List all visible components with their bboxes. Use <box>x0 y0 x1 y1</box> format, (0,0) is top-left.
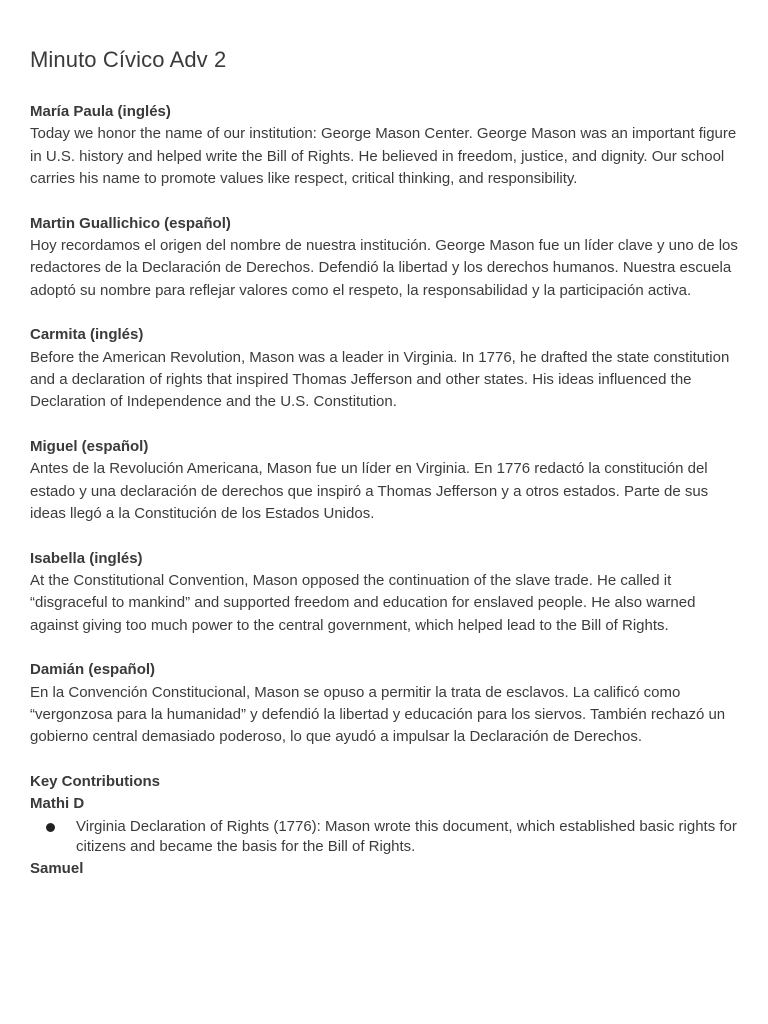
speaker-name: Mathi D <box>30 795 85 813</box>
list-item-text: Virginia Declaration of Rights (1776): Mason wrote this document, which established basic rights for citizens and became the basis for the Bill of Rights. <box>76 817 737 855</box>
speaker-section <box>30 436 738 526</box>
speaker-section <box>30 324 738 414</box>
bullet-icon <box>46 823 55 832</box>
speaker-name: María Paula (inglés) <box>30 103 171 120</box>
speaker-text: Antes de la Revolución Americana, Mason fue un líder en Virginia. En 1776 redactó la constitución del estado y una declaración de derechos que inspiró a Thomas Jefferson y a otros estados. Parte de sus ideas llegó a la Constitución de los Estados Unidos. <box>30 460 709 523</box>
speaker-text: Today we honor the name of our institution: George Mason Center. George Mason was an important figure in U.S. history and helped write the Bill of Rights. He believed in freedom, justice, and dignity. Our school carries his name to promote values like respect, critical thinking, and responsibility. <box>30 125 737 188</box>
speaker-section <box>30 101 738 191</box>
speaker-text: En la Convención Constitucional, Mason se opuso a permitir la trata de esclavos. La calificó como “vergonzosa para la humanidad” y defendió la libertad y educación para los siervos. También rechazó un gobierno central demasiado poderoso, lo que ayudó a impulsar la Declaración de Derechos. <box>30 683 726 746</box>
speaker-section <box>30 213 738 303</box>
speaker-section <box>30 659 738 749</box>
speaker-name: Samuel <box>30 859 84 877</box>
speaker-text: Before the American Revolution, Mason was a leader in Virginia. In 1776, he drafted the state constitution and a declaration of rights that inspired Thomas Jefferson and other states. His ideas influenced the Declaration of Independence and the U.S. Constitution. <box>30 348 730 411</box>
speaker-text: At the Constitutional Convention, Mason opposed the continuation of the slave trade. He called it “disgraceful to mankind” and supported freedom and education for enslaved people. He also warned against giving too much power to the central government, which helped lead to the Bill of Rights. <box>30 571 696 634</box>
speaker-name: Damián (español) <box>30 661 156 679</box>
key-contributions-section <box>30 771 738 880</box>
document-title: Minuto Cívico Adv 2 <box>30 47 227 72</box>
speaker-name: Isabella (inglés) <box>30 549 143 567</box>
speaker-name: Martin Guallichico (español) <box>30 214 231 232</box>
bullet-list <box>30 816 738 858</box>
speaker-name: Carmita (inglés) <box>30 326 144 344</box>
list-item <box>76 816 738 858</box>
speaker-name: Miguel (español) <box>30 437 149 455</box>
key-contributions-heading: Key Contributions <box>30 772 160 790</box>
speaker-text: Hoy recordamos el origen del nombre de nuestra institución. George Mason fue un líder clave y uno de los redactores de la Declaración de Derechos. Defendió la libertad y los derechos humanos. Nuestra escuela adoptó su nombre para reflejar valores como el respeto, la responsabilidad y la participación activa. <box>30 237 738 299</box>
speaker-section <box>30 548 738 638</box>
